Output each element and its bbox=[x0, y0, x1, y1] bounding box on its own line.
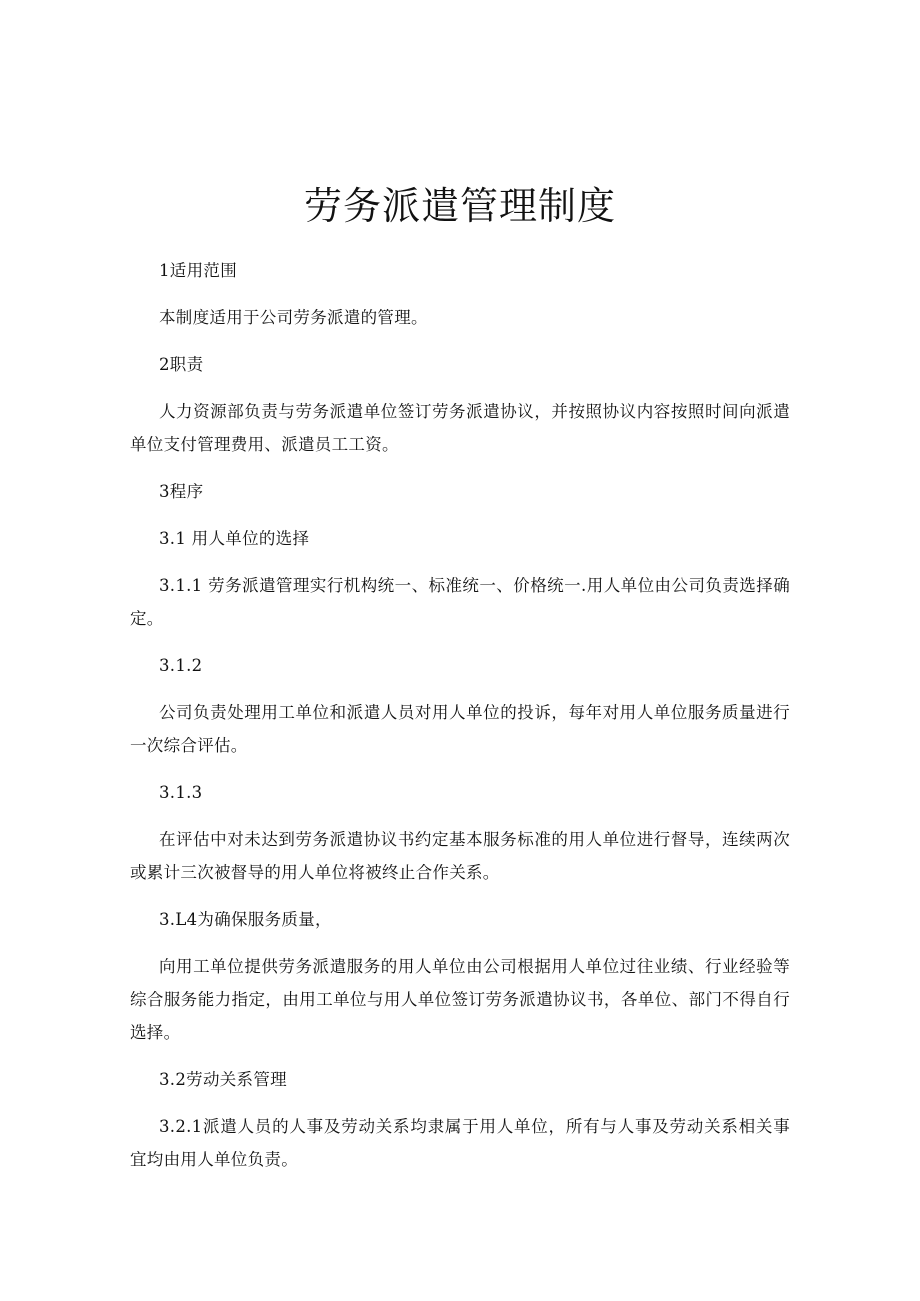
document-body bbox=[130, 254, 790, 1190]
section-heading: 1适用范围 bbox=[159, 261, 237, 280]
section-heading: 2职责 bbox=[159, 355, 204, 374]
section-heading: 3程序 bbox=[159, 482, 204, 501]
body-paragraph: 向用工单位提供劳务派遣服务的用人单位由公司根据用人单位过往业绩、行业经验等综合服务能力指定，由用工单位与用人单位签订劳务派遣协议书，各单位、部门不得自行选择。 bbox=[130, 957, 790, 1042]
clause-number: 3.1.2 bbox=[159, 656, 203, 675]
body-paragraph: 在评估中对未达到劳务派遣协议书约定基本服务标准的用人单位进行督导，连续两次或累计三次被督导的用人单位将被终止合作关系。 bbox=[130, 830, 790, 882]
body-paragraph: 公司负责处理用工单位和派遣人员对用人单位的投诉，每年对用人单位服务质量进行一次综合评估。 bbox=[130, 703, 790, 755]
clause-paragraph: 3.2.1派遣人员的人事及劳动关系均隶属于用人单位，所有与人事及劳动关系相关事宜均由用人单位负责。 bbox=[130, 1117, 790, 1169]
body-paragraph: 本制度适用于公司劳务派遣的管理。 bbox=[159, 308, 428, 327]
clause-paragraph: 3.1.1 劳务派遣管理实行机构统一、标准统一、价格统一.用人单位由公司负责选择确定。 bbox=[130, 576, 790, 628]
subsection-heading: 3.2劳动关系管理 bbox=[159, 1070, 287, 1089]
subsection-heading: 3.1 用人单位的选择 bbox=[159, 529, 310, 548]
clause-number: 3.1.3 bbox=[159, 783, 203, 802]
document-title: 劳务派遣管理制度 bbox=[303, 184, 616, 228]
body-paragraph: 人力资源部负责与劳务派遣单位签订劳务派遣协议，并按照协议内容按照时间向派遣单位支付管理费用、派遣员工工资。 bbox=[130, 402, 790, 454]
clause-paragraph: 3.L4为确保服务质量， bbox=[159, 910, 332, 929]
